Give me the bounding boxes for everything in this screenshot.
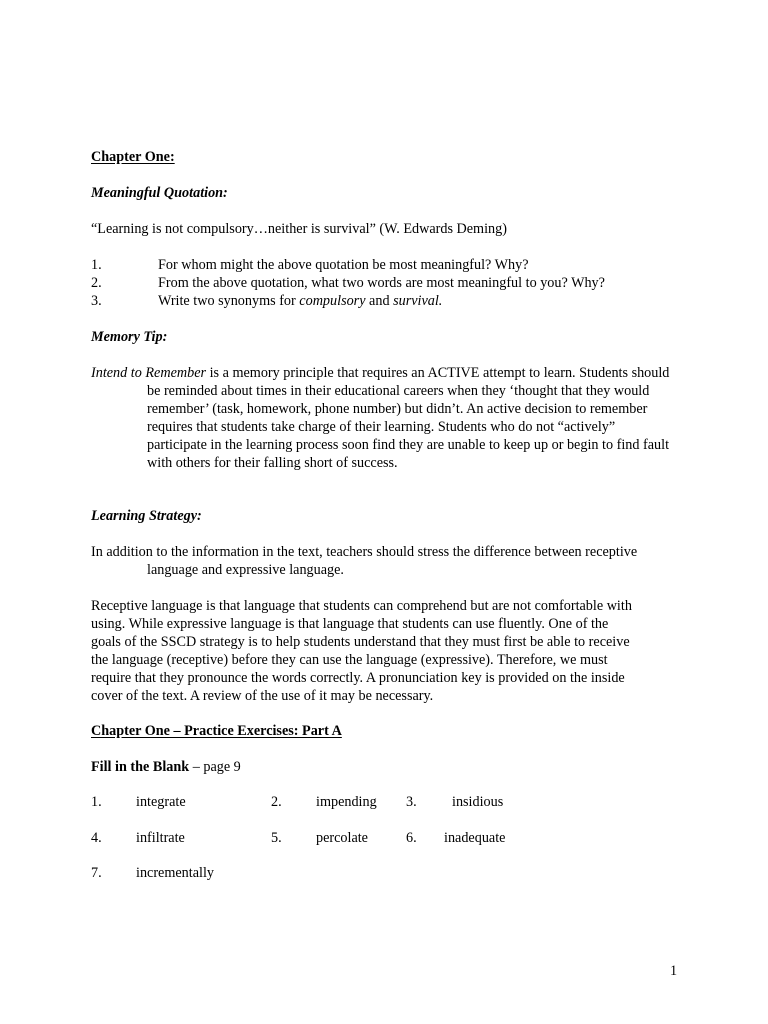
quotation-text: “Learning is not compulsory…neither is survival” (W. Edwards Deming) [91, 221, 507, 237]
receptive-language-line: goals of the SSCD strategy is to help students understand that they must first be able to receive [91, 634, 630, 650]
fill-in-blank-heading [91, 758, 241, 776]
memory-tip-first-line [91, 364, 669, 382]
strategy-paragraph-line: In addition to the information in the text, teachers should stress the difference between receptive [91, 544, 638, 560]
vocab-number: 4. [91, 830, 102, 846]
page-number: 1 [670, 963, 678, 979]
receptive-language-line: the language (receptive) before they can use the language (expressive). Therefore, we must [91, 652, 608, 668]
vocab-number: 7. [91, 865, 102, 881]
vocab-word: percolate [316, 830, 368, 846]
memory-principle-name: Intend to Remember [91, 365, 207, 381]
vocab-word: incrementally [136, 865, 214, 881]
receptive-language-line: require that they pronounce the words correctly. A pronunciation key is provided on the inside [91, 670, 625, 686]
vocab-number: 3. [406, 794, 417, 810]
vocab-number: 5. [271, 830, 282, 846]
memory-tip-line: with others for their falling short of success. [147, 455, 398, 471]
memory-tip-line: requires that students take charge of their learning. Students who do not “actively” [147, 419, 616, 435]
memory-tip-text: is a memory principle that requires an ACTIVE attempt to learn. Students should [206, 365, 670, 381]
quotation-heading: Meaningful Quotation: [91, 185, 228, 201]
practice-heading: Chapter One – Practice Exercises: Part A [91, 723, 342, 739]
memory-tip-line: be reminded about times in their educational careers when they ‘thought that they would [147, 383, 650, 399]
receptive-language-line: cover of the text. A review of the use of it may be necessary. [91, 688, 434, 704]
vocab-number: 6. [406, 830, 417, 846]
vocab-word: integrate [136, 794, 186, 810]
strategy-paragraph-line: language and expressive language. [147, 562, 344, 578]
question-text: From the above quotation, what two words are most meaningful to you? Why? [158, 275, 605, 291]
learning-strategy-heading: Learning Strategy: [91, 508, 202, 524]
question-text-part: and [365, 293, 394, 309]
question-number: 1. [91, 257, 102, 273]
vocab-word: inadequate [444, 830, 506, 846]
fill-in-blank-label: Fill in the Blank [91, 759, 190, 775]
vocab-word: insidious [452, 794, 504, 810]
receptive-language-line: using. While expressive language is that language that students can use fluently. One of the [91, 616, 609, 632]
vocab-word: impending [316, 794, 377, 810]
emphasized-word: compulsory [299, 293, 366, 309]
emphasized-word: survival. [393, 293, 443, 309]
chapter-heading: Chapter One: [91, 149, 175, 165]
question-number: 2. [91, 275, 102, 291]
question-text-part: Write two synonyms for [158, 293, 300, 309]
question-number: 3. [91, 293, 102, 309]
vocab-number: 1. [91, 794, 102, 810]
vocab-word: infiltrate [136, 830, 185, 846]
fill-in-blank-page: – page 9 [189, 759, 241, 775]
vocab-number: 2. [271, 794, 282, 810]
question-text [158, 292, 442, 310]
receptive-language-line: Receptive language is that language that students can comprehend but are not comfortable with [91, 598, 632, 614]
memory-tip-heading: Memory Tip: [91, 329, 168, 345]
question-text: For whom might the above quotation be most meaningful? Why? [158, 257, 529, 273]
memory-tip-line: participate in the learning process soon find they are unable to keep up or begin to find fault [147, 437, 670, 453]
memory-tip-line: remember’ (task, homework, phone number) but didn’t. An active decision to remember [147, 401, 648, 417]
